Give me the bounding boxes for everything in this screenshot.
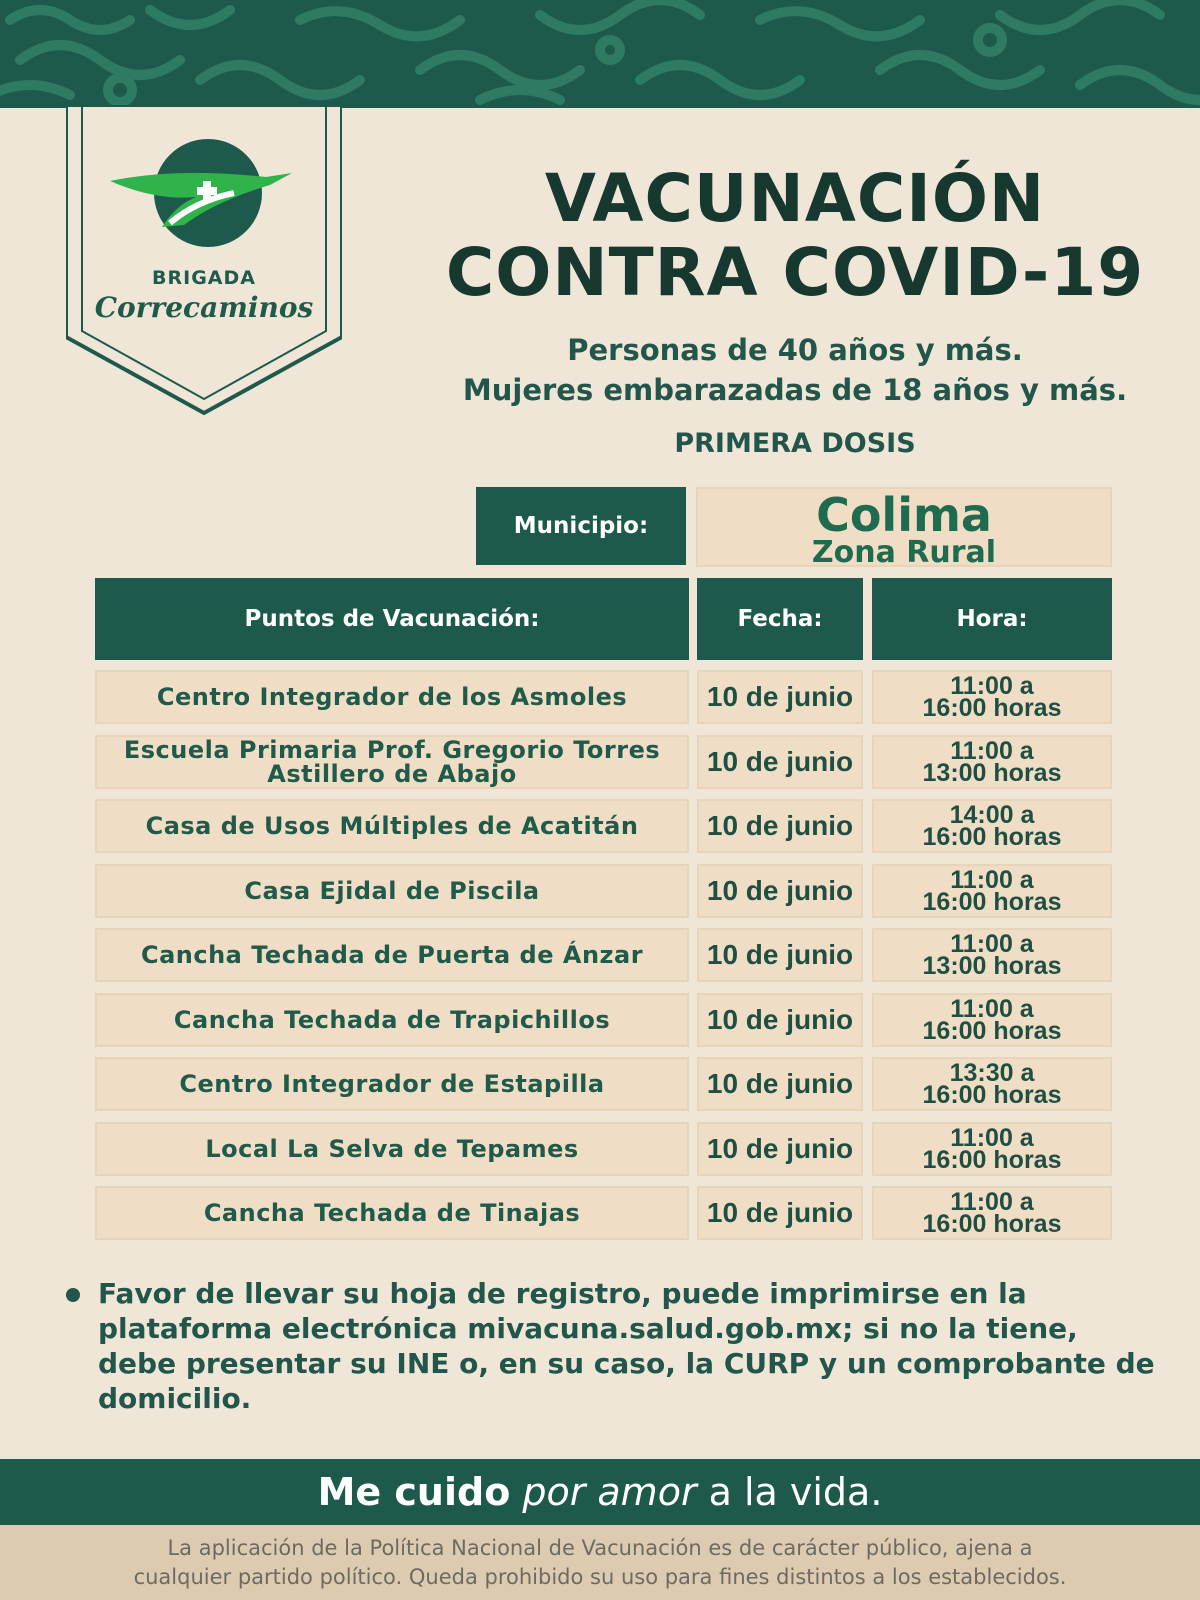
title-line-1: VACUNACIÓN bbox=[544, 160, 1046, 237]
date-cell bbox=[697, 1122, 863, 1176]
place-text: Cancha Techada de Puerta de Ánzar bbox=[140, 941, 644, 969]
slogan-bold: Me cuido bbox=[317, 1470, 511, 1514]
hour-cell bbox=[872, 735, 1112, 789]
date-text: 10 de junio bbox=[706, 681, 854, 712]
place-text: Cancha Techada de Tinajas bbox=[203, 1199, 581, 1227]
hour-text: 16:00 horas bbox=[922, 1017, 1062, 1045]
hour-cell bbox=[872, 670, 1112, 724]
place-text: Astillero de Abajo bbox=[267, 760, 517, 788]
hour-cell bbox=[872, 1186, 1112, 1240]
place-text: Casa Ejidal de Piscila bbox=[244, 877, 540, 905]
date-cell bbox=[697, 864, 863, 918]
brand-line-1: BRIGADA bbox=[152, 267, 256, 289]
place-cell bbox=[95, 799, 689, 853]
place-text: Escuela Primaria Prof. Gregorio Torres bbox=[123, 736, 661, 764]
hour-text: 16:00 horas bbox=[922, 1146, 1062, 1174]
hour-text: 13:30 a bbox=[949, 1059, 1035, 1087]
hour-text: 11:00 a bbox=[950, 866, 1034, 894]
date-text: 10 de junio bbox=[706, 875, 854, 906]
date-cell bbox=[697, 1057, 863, 1111]
hour-text: 11:00 a bbox=[950, 930, 1034, 958]
hour-cell bbox=[872, 1057, 1112, 1111]
header-hora: Hora: bbox=[872, 578, 1112, 660]
date-text: 10 de junio bbox=[706, 939, 854, 970]
municipio-zone: Zona Rural bbox=[811, 535, 997, 570]
place-cell bbox=[95, 735, 689, 789]
legal-line-1: La aplicación de la Política Nacional de Vacunación es de carácter público, ajena a bbox=[167, 1536, 1033, 1560]
shield-shape bbox=[66, 105, 342, 417]
hour-cell bbox=[872, 799, 1112, 853]
date-text: 10 de junio bbox=[706, 810, 854, 841]
brand-line-2: Correcaminos bbox=[94, 291, 314, 324]
brigada-shield bbox=[66, 105, 342, 417]
date-cell bbox=[697, 1186, 863, 1240]
date-text: 10 de junio bbox=[706, 1004, 854, 1035]
slogan-band bbox=[0, 1459, 1200, 1525]
hour-text: 13:00 horas bbox=[922, 952, 1062, 980]
decorative-pattern bbox=[0, 0, 1200, 108]
hour-cell bbox=[872, 993, 1112, 1047]
subtitle-line-1: Personas de 40 años y más. bbox=[567, 333, 1023, 367]
hour-text: 16:00 horas bbox=[922, 694, 1062, 722]
hour-text: 11:00 a bbox=[950, 672, 1034, 700]
place-text: Cancha Techada de Trapichillos bbox=[173, 1006, 611, 1034]
slogan-rest: a la vida. bbox=[708, 1470, 883, 1514]
top-pattern-banner bbox=[0, 0, 1200, 108]
date-cell bbox=[697, 993, 863, 1047]
page-title bbox=[440, 162, 1150, 310]
date-text: 10 de junio bbox=[706, 1197, 854, 1228]
header-fecha: Fecha: bbox=[697, 578, 863, 660]
hour-text: 16:00 horas bbox=[922, 823, 1062, 851]
dose-label: PRIMERA DOSIS bbox=[674, 428, 916, 459]
place-cell bbox=[95, 670, 689, 724]
place-text: Centro Integrador de los Asmoles bbox=[156, 683, 628, 711]
place-cell bbox=[95, 993, 689, 1047]
hour-text: 11:00 a bbox=[950, 1124, 1034, 1152]
place-text: Casa de Usos Múltiples de Acatitán bbox=[145, 812, 639, 840]
subtitle bbox=[440, 330, 1150, 410]
date-text: 10 de junio bbox=[706, 746, 854, 777]
subtitle-line-2: Mujeres embarazadas de 18 años y más. bbox=[462, 373, 1128, 407]
place-cell bbox=[95, 1186, 689, 1240]
place-text: Local La Selva de Tepames bbox=[205, 1135, 579, 1163]
date-cell bbox=[697, 799, 863, 853]
date-cell bbox=[697, 928, 863, 982]
hour-text: 11:00 a bbox=[950, 1188, 1034, 1216]
hour-text: 16:00 horas bbox=[922, 1081, 1062, 1109]
date-text: 10 de junio bbox=[706, 1068, 854, 1099]
place-cell bbox=[95, 1057, 689, 1111]
hour-text: 11:00 a bbox=[950, 995, 1034, 1023]
hour-text: 16:00 horas bbox=[922, 888, 1062, 916]
municipio-name: Colima bbox=[816, 488, 992, 542]
date-text: 10 de junio bbox=[706, 1133, 854, 1164]
slogan-italic: por amor bbox=[522, 1470, 697, 1514]
header-puntos: Puntos de Vacunación: bbox=[95, 578, 689, 660]
hour-cell bbox=[872, 928, 1112, 982]
bullet-icon bbox=[66, 1288, 80, 1302]
place-text: Centro Integrador de Estapilla bbox=[179, 1070, 605, 1098]
title-line-2: CONTRA COVID-19 bbox=[445, 234, 1145, 311]
legal-disclaimer bbox=[0, 1525, 1200, 1600]
place-cell bbox=[95, 864, 689, 918]
municipio-value bbox=[696, 487, 1112, 570]
place-cell bbox=[95, 928, 689, 982]
note-text: Favor de llevar su hoja de registro, puede imprimirse en la plataforma electrónica mivacuna.salud.gob.mx; si no la tiene, debe presentar su INE o, en su caso, la CURP y un comprobante de domicilio. bbox=[98, 1277, 1155, 1415]
hour-text: 13:00 horas bbox=[922, 759, 1062, 787]
hour-text: 14:00 a bbox=[949, 801, 1035, 829]
legal-line-2: cualquier partido político. Queda prohibido su uso para fines distintos a los establecidos. bbox=[133, 1565, 1067, 1589]
hour-cell bbox=[872, 864, 1112, 918]
hour-text: 16:00 horas bbox=[922, 1210, 1062, 1238]
place-cell bbox=[95, 1122, 689, 1176]
hour-cell bbox=[872, 1122, 1112, 1176]
date-cell bbox=[697, 735, 863, 789]
hour-text: 11:00 a bbox=[950, 737, 1034, 765]
date-cell bbox=[697, 670, 863, 724]
municipio-label: Municipio: bbox=[476, 487, 686, 565]
